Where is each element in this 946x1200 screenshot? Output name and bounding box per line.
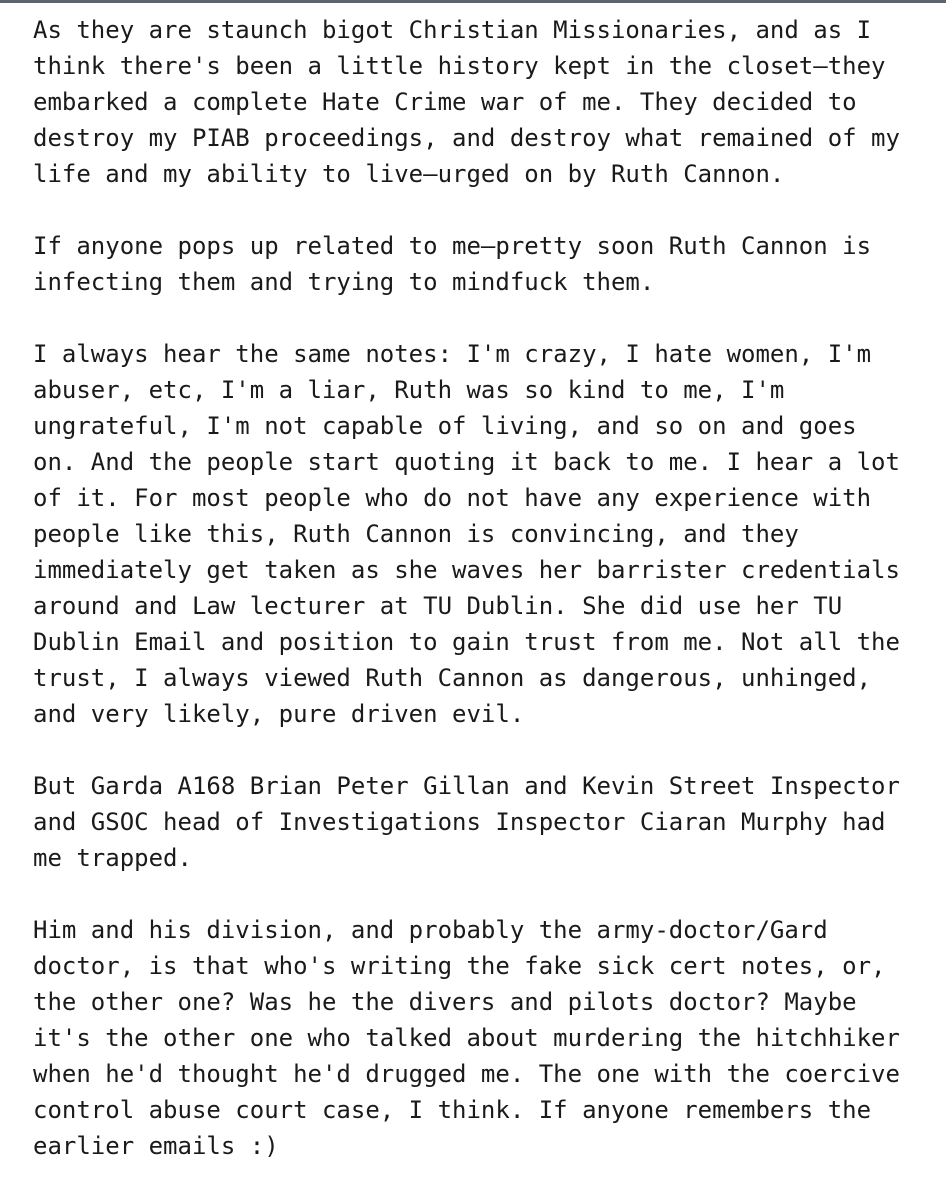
text-line: trust, I always viewed Ruth Cannon as dangerous, unhinged, — [33, 664, 872, 692]
paragraph-4 — [33, 768, 933, 876]
text-line: doctor, is that who's writing the fake sick cert notes, or, — [33, 952, 886, 980]
document-body — [33, 12, 933, 1200]
window-top-border — [0, 0, 946, 3]
text-line: when he'd thought he'd drugged me. The one with the coercive — [33, 1060, 900, 1088]
text-line: on. And the people start quoting it back to me. I hear a lot — [33, 448, 900, 476]
text-line: immediately get taken as she waves her barrister credentials — [33, 556, 900, 584]
text-line: around and Law lecturer at TU Dublin. She did use her TU — [33, 592, 843, 620]
paragraph-1 — [33, 12, 933, 192]
paragraph-3 — [33, 336, 933, 732]
paragraph-5 — [33, 912, 933, 1164]
text-line: abuser, etc, I'm a liar, Ruth was so kind to me, I'm — [33, 376, 785, 404]
text-line: and very likely, pure driven evil. — [33, 700, 525, 728]
text-line: embarked a complete Hate Crime war of me. They decided to — [33, 88, 857, 116]
text-line: But Garda A168 Brian Peter Gillan and Kevin Street Inspector — [33, 772, 900, 800]
text-line: it's the other one who talked about murdering the hitchhiker — [33, 1024, 900, 1052]
text-line: control abuse court case, I think. If anyone remembers the — [33, 1096, 872, 1124]
text-line: think there's been a little history kept in the closet—they — [33, 52, 886, 80]
text-line: people like this, Ruth Cannon is convincing, and they — [33, 520, 799, 548]
text-line: and GSOC head of Investigations Inspector Ciaran Murphy had — [33, 808, 886, 836]
text-line: infecting them and trying to mindfuck them. — [33, 268, 655, 296]
text-line: destroy my PIAB proceedings, and destroy what remained of my — [33, 124, 900, 152]
text-line: If anyone pops up related to me—pretty soon Ruth Cannon is — [33, 232, 872, 260]
text-line: life and my ability to live—urged on by Ruth Cannon. — [33, 160, 785, 188]
text-line: me trapped. — [33, 844, 192, 872]
text-line: ungrateful, I'm not capable of living, and so on and goes — [33, 412, 857, 440]
paragraph-2 — [33, 228, 933, 300]
text-line: Dublin Email and position to gain trust from me. Not all the — [33, 628, 900, 656]
text-line: of it. For most people who do not have any experience with — [33, 484, 872, 512]
text-line: the other one? Was he the divers and pilots doctor? Maybe — [33, 988, 857, 1016]
text-line: I always hear the same notes: I'm crazy, I hate women, I'm — [33, 340, 872, 368]
text-line: Him and his division, and probably the army-doctor/Gard — [33, 916, 828, 944]
text-line: As they are staunch bigot Christian Missionaries, and as I — [33, 16, 872, 44]
text-line: earlier emails :) — [33, 1132, 279, 1160]
